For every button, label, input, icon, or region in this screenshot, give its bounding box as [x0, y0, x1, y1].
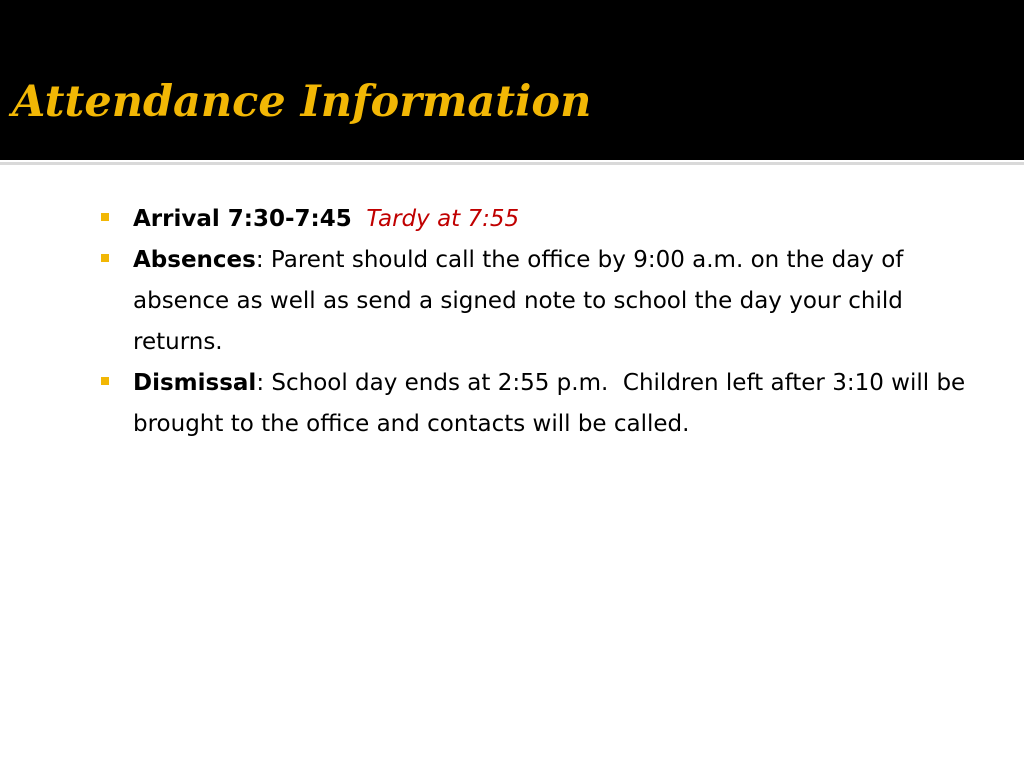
absences-separator: : [255, 247, 264, 273]
dismissal-label: Dismissal [133, 370, 257, 396]
dismissal-separator: : [256, 370, 265, 396]
arrival-label: Arrival 7:30-7:45 [133, 206, 352, 232]
bullet-absences [98, 240, 978, 363]
slide-content [98, 199, 978, 445]
title-divider [0, 162, 1024, 165]
tardy-note: Tardy at 7:55 [366, 206, 520, 232]
arrival-separator [352, 206, 367, 232]
absences-text: Parent should call the office by 9:00 a.m. on the day of absence as well as send a signed note to school the day your child returns. [133, 247, 911, 355]
dismissal-text: School day ends at 2:55 p.m. Children left after 3:10 will be brought to the office and contacts will be called. [133, 370, 973, 437]
square-bullet-icon [101, 213, 109, 221]
bullet-arrival [98, 199, 978, 240]
absences-label: Absences [133, 247, 256, 273]
bullet-list [98, 199, 978, 445]
square-bullet-icon [101, 254, 109, 262]
square-bullet-icon [101, 377, 109, 385]
bullet-dismissal [98, 363, 978, 445]
title-bar [0, 0, 1024, 160]
slide-title: Attendance Information [12, 77, 592, 127]
